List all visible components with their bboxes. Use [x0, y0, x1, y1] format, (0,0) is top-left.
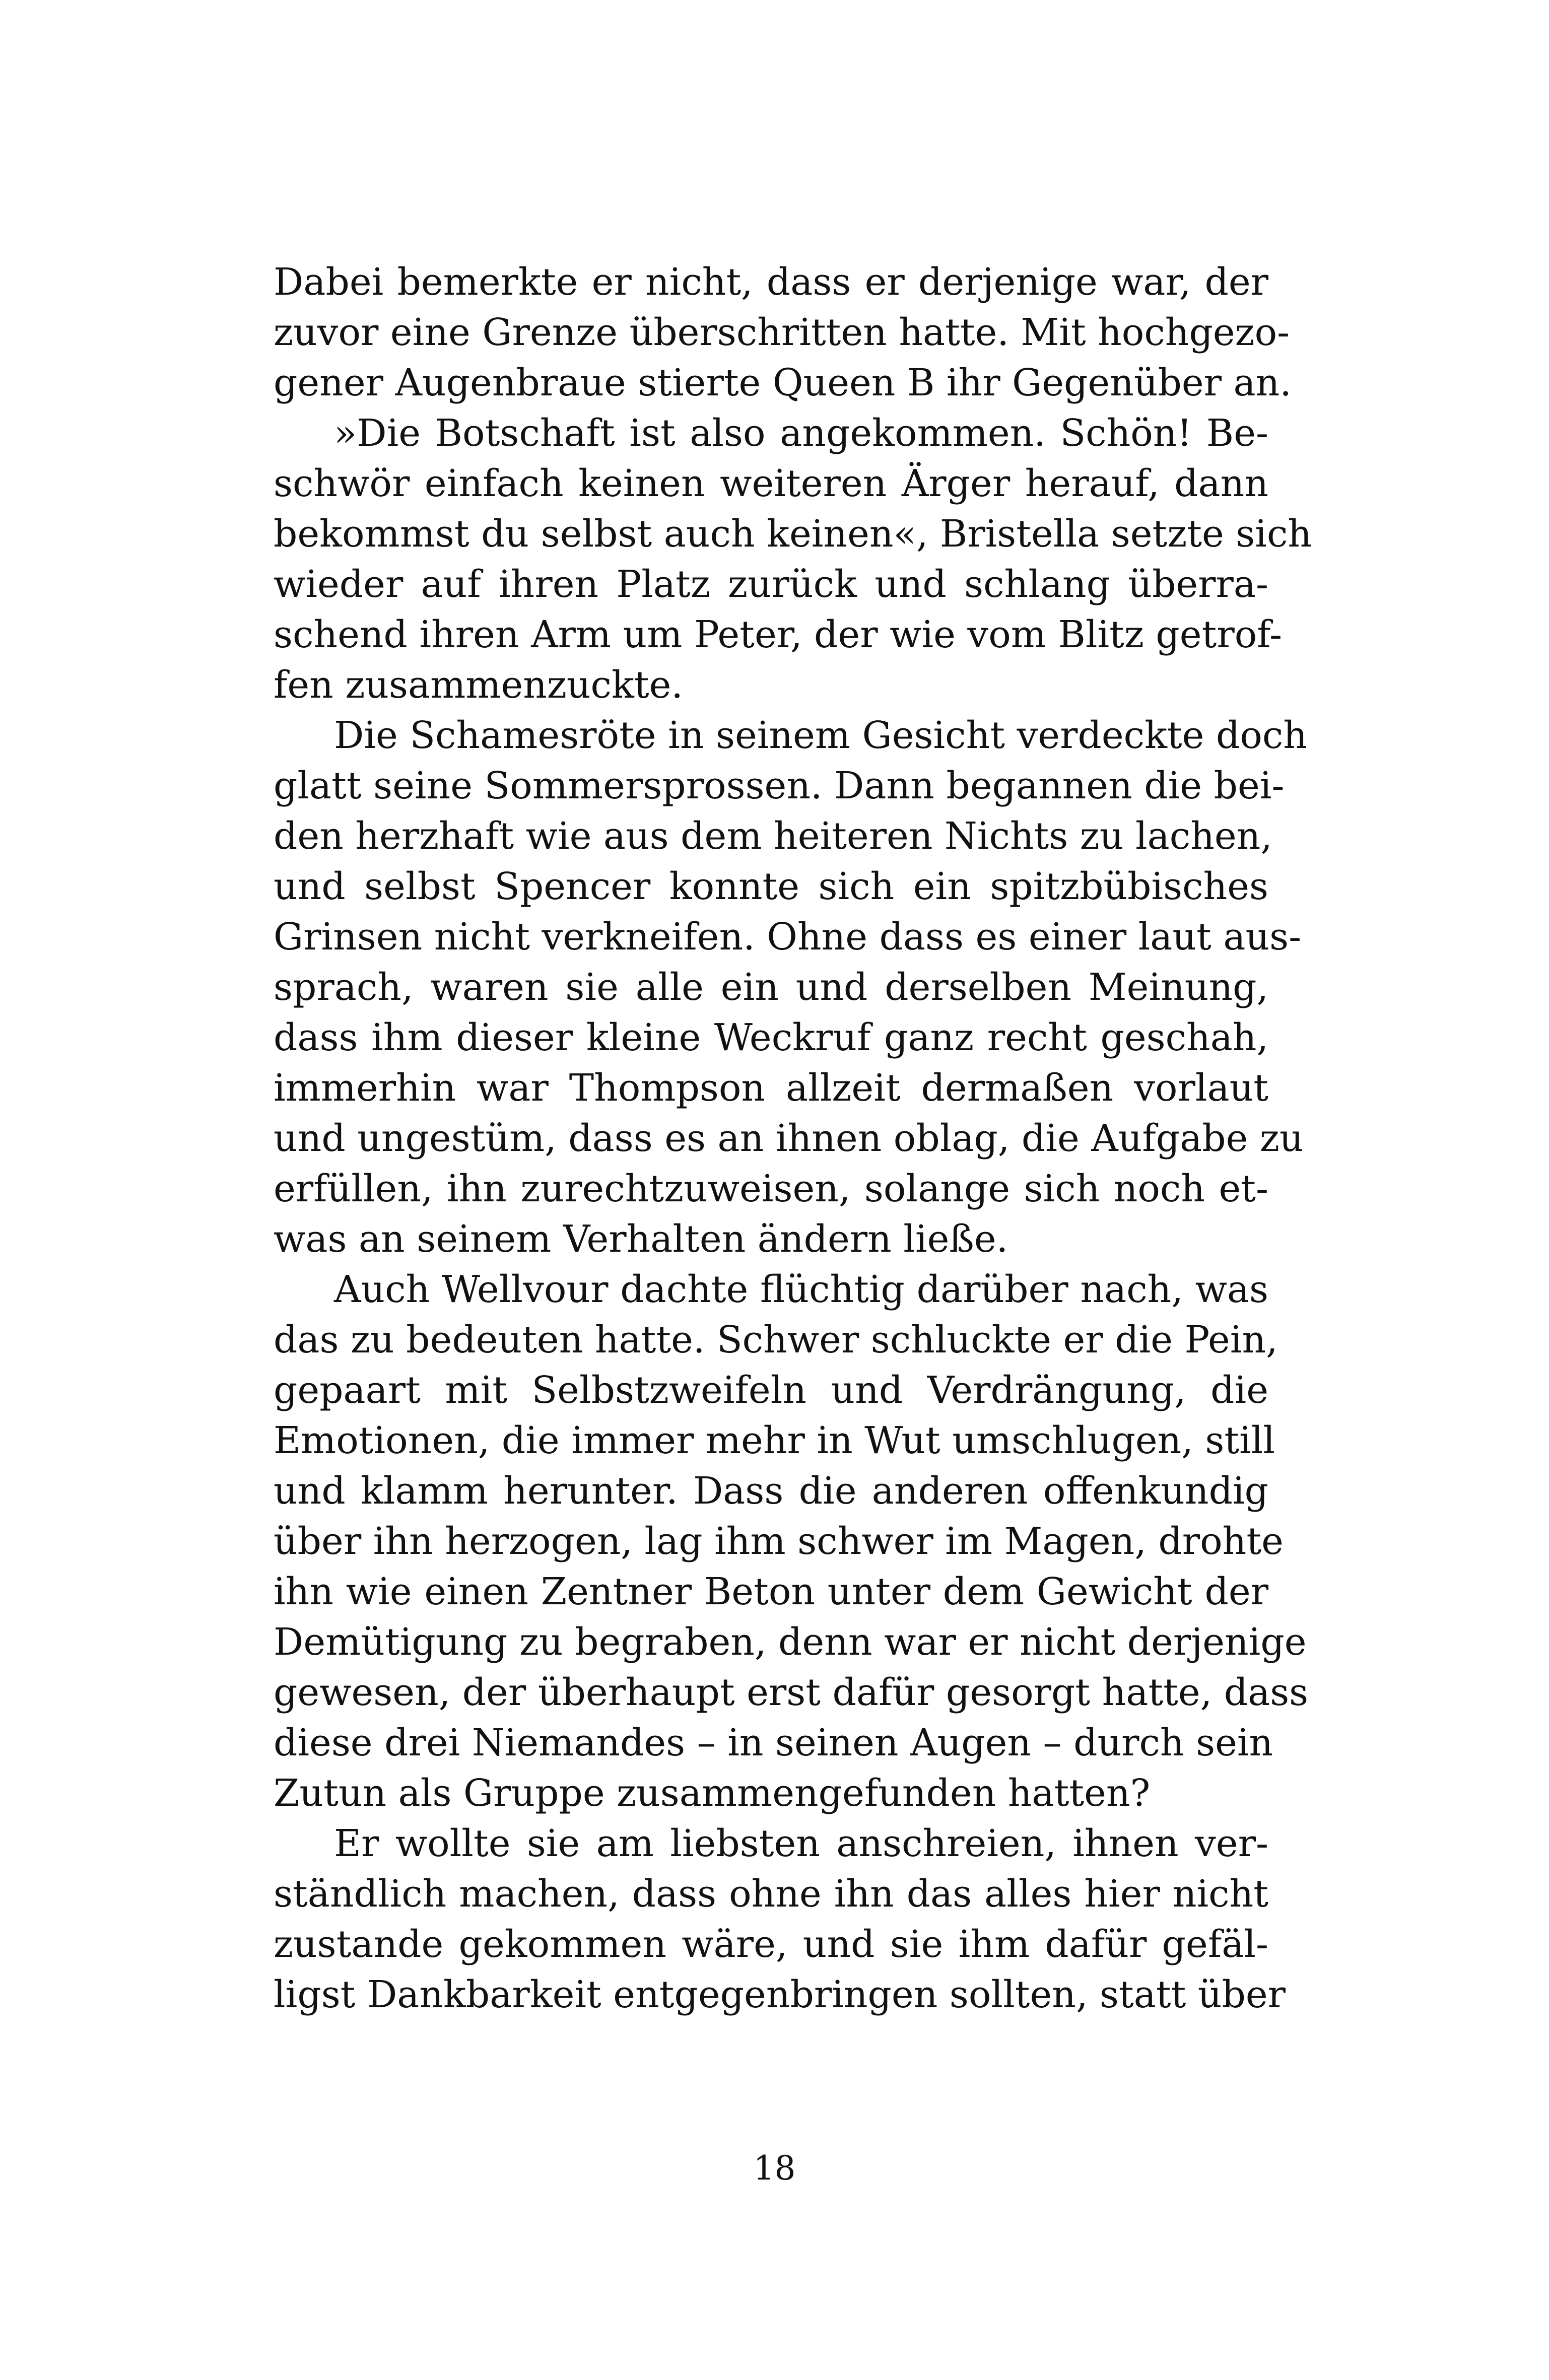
body-text: [274, 257, 1312, 2020]
text-line: ihn wie einen Zentner Beton unter dem Gewicht der: [274, 1570, 1268, 1613]
text-line: glatt seine Sommersprossen. Dann begannen die bei-: [274, 764, 1285, 807]
text-line: immerhin war Thompson allzeit dermaßen vorlaut: [274, 1066, 1268, 1110]
text-line: »Die Botschaft ist also angekommen. Schön! Be-: [334, 412, 1268, 455]
text-line: zuvor eine Grenze überschritten hatte. Mit hochgezo-: [274, 311, 1290, 354]
text-line: bekommst du selbst auch keinen«, Bristella setzte sich: [274, 512, 1312, 556]
text-line: sprach, waren sie alle ein und derselben Meinung,: [274, 966, 1268, 1009]
text-line: Er wollte sie am liebsten anschreien, ihnen ver-: [334, 1822, 1268, 1865]
text-line: gener Augenbraue stierte Queen B ihr Gegenüber an.: [274, 361, 1292, 404]
text-line: ligst Dankbarkeit entgegenbringen sollten, statt über: [274, 1973, 1286, 2016]
text-line: den herzhaft wie aus dem heiteren Nichts zu lachen,: [274, 814, 1272, 858]
text-line: Zutun als Gruppe zusammengefunden hatten?: [274, 1772, 1151, 1815]
text-line: über ihn herzogen, lag ihm schwer im Magen, drohte: [274, 1520, 1284, 1563]
paragraph: [274, 1264, 1309, 1818]
text-line: was an seinem Verhalten ändern ließe.: [274, 1217, 1008, 1261]
page-number: 18: [753, 2149, 796, 2188]
text-line: erfüllen, ihn zurechtzuweisen, solange sich noch et-: [274, 1167, 1268, 1210]
text-line: und selbst Spencer konnte sich ein spitzbübisches: [274, 865, 1268, 908]
text-line: gewesen, der überhaupt erst dafür gesorgt hatte, dass: [274, 1671, 1309, 1714]
text-line: schwör einfach keinen weiteren Ärger herauf, dann: [274, 462, 1268, 505]
text-line: und klamm herunter. Dass die anderen offenkundig: [274, 1469, 1268, 1513]
text-line: diese drei Niemandes – in seinen Augen – durch sein: [274, 1721, 1273, 1764]
text-line: gepaart mit Selbstzweifeln und Verdrängung, die: [274, 1369, 1268, 1412]
text-line: Die Schamesröte in seinem Gesicht verdeckte doch: [334, 714, 1307, 757]
text-line: Grinsen nicht verkneifen. Ohne dass es einer laut aus-: [274, 915, 1302, 959]
text-line: ständlich machen, dass ohne ihn das alles hier nicht: [274, 1872, 1268, 1916]
paragraph: [274, 710, 1307, 1264]
text-line: schend ihren Arm um Peter, der wie vom Blitz getrof-: [274, 613, 1283, 656]
text-line: Dabei bemerkte er nicht, dass er derjenige war, der: [274, 260, 1268, 304]
text-line: und ungestüm, dass es an ihnen oblag, die Aufgabe zu: [274, 1117, 1304, 1160]
text-line: wieder auf ihren Platz zurück und schlang überra-: [274, 563, 1268, 606]
text-line: zustande gekommen wäre, und sie ihm dafür gefäl-: [274, 1923, 1268, 1966]
text-line: fen zusammenzuckte.: [274, 663, 683, 707]
text-line: dass ihm dieser kleine Weckruf ganz recht geschah,: [274, 1016, 1268, 1059]
paragraph: [274, 257, 1292, 408]
text-line: Auch Wellvour dachte flüchtig darüber nach, was: [334, 1268, 1268, 1311]
text-line: Emotionen, die immer mehr in Wut umschlugen, still: [274, 1419, 1275, 1462]
paragraph: [274, 408, 1312, 710]
text-line: Demütigung zu begraben, denn war er nicht derjenige: [274, 1620, 1307, 1664]
paragraph: [274, 1818, 1286, 2020]
text-line: das zu bedeuten hatte. Schwer schluckte er die Pein,: [274, 1318, 1278, 1362]
